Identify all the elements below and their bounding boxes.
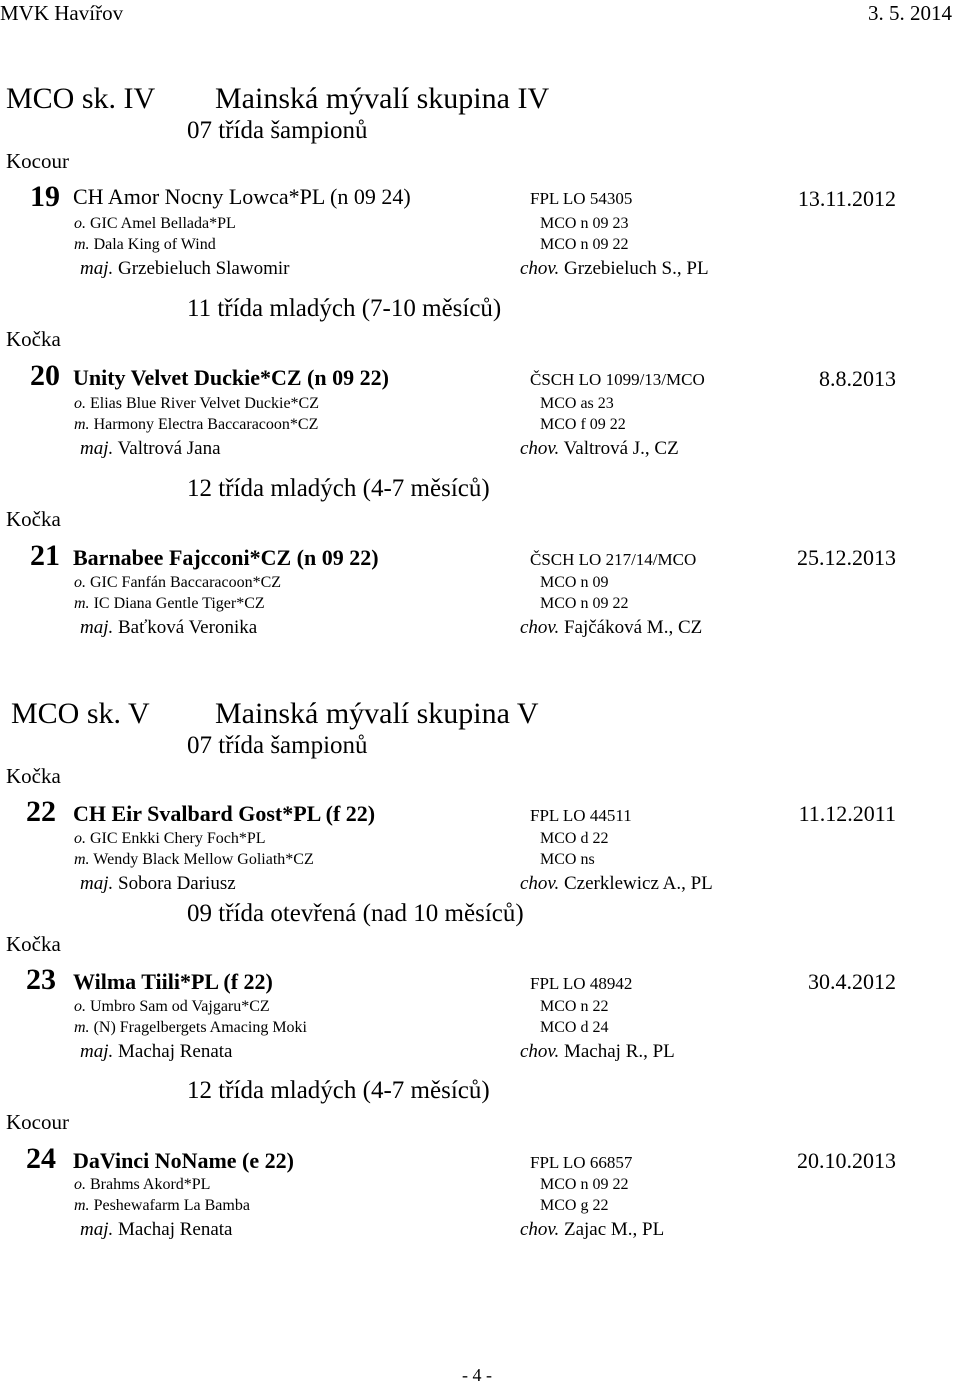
father-line: o. Brahms Akord*PL <box>74 1176 211 1193</box>
registration: FPL LO 54305 <box>530 189 633 208</box>
sex-label: Kočka <box>6 764 61 788</box>
breeder-line: chov. Czerklewicz A., PL <box>520 873 713 894</box>
section-code: MCO sk. IV <box>6 82 156 115</box>
mother-line: m. IC Diana Gentle Tiger*CZ <box>74 595 265 612</box>
birth-date: 20.10.2013 <box>797 1148 896 1173</box>
class-heading: 12 třída mladých (4-7 měsíců) <box>187 475 490 502</box>
cat-name: CH Amor Nocny Lowca*PL (n 09 24) <box>73 184 411 209</box>
father-color: MCO as 23 <box>540 395 614 412</box>
cat-name: DaVinci NoName (e 22) <box>73 1148 294 1173</box>
sex-label: Kocour <box>6 149 69 173</box>
mother-line: m. (N) Fragelbergets Amacing Moki <box>74 1019 307 1036</box>
owner-line: maj. Machaj Renata <box>80 1219 233 1240</box>
mother-line: m. Wendy Black Mellow Goliath*CZ <box>74 851 314 868</box>
event-date: 3. 5. 2014 <box>868 1 952 25</box>
page-number: - 4 - <box>462 1365 492 1385</box>
father-color: MCO n 09 <box>540 574 609 591</box>
father-line: o. Umbro Sam od Vajgaru*CZ <box>74 998 270 1015</box>
section-title: Mainská mývalí skupina IV <box>215 82 550 115</box>
owner-line: maj. Valtrová Jana <box>80 438 221 459</box>
cat-name: Barnabee Fajcconi*CZ (n 09 22) <box>73 545 379 570</box>
father-line: o. GIC Enkki Chery Foch*PL <box>74 830 266 847</box>
class-heading: 07 třída šampionů <box>187 117 368 144</box>
birth-date: 25.12.2013 <box>797 545 896 570</box>
entry-number: 22 <box>26 795 56 828</box>
registration: FPL LO 48942 <box>530 974 633 993</box>
owner-line: maj. Grzebieluch Slawomir <box>80 258 290 279</box>
sex-label: Kočka <box>6 507 61 531</box>
father-color: MCO n 09 23 <box>540 215 629 232</box>
class-heading: 07 třída šampionů <box>187 732 368 759</box>
mother-color: MCO d 24 <box>540 1019 609 1036</box>
father-color: MCO n 09 22 <box>540 1176 629 1193</box>
breeder-line: chov. Fajčáková M., CZ <box>520 617 703 638</box>
mother-color: MCO f 09 22 <box>540 416 626 433</box>
entry-number: 24 <box>26 1142 56 1175</box>
class-heading: 11 třída mladých (7-10 měsíců) <box>187 295 502 322</box>
mother-color: MCO g 22 <box>540 1197 609 1214</box>
registration: FPL LO 44511 <box>530 806 632 825</box>
event-title: MVK Havířov <box>0 1 124 25</box>
birth-date: 8.8.2013 <box>819 366 896 391</box>
birth-date: 13.11.2012 <box>797 186 896 211</box>
father-line: o. GIC Fanfán Baccaracoon*CZ <box>74 574 282 591</box>
class-heading: 09 třída otevřená (nad 10 měsíců) <box>187 900 524 927</box>
class-heading: 12 třída mladých (4-7 měsíců) <box>187 1077 490 1104</box>
sex-label: Kocour <box>6 1110 69 1134</box>
birth-date: 11.12.2011 <box>798 801 896 826</box>
owner-line: maj. Machaj Renata <box>80 1041 233 1062</box>
entry-number: 20 <box>30 359 60 392</box>
breeder-line: chov. Grzebieluch S., PL <box>520 258 709 279</box>
sex-label: Kočka <box>6 327 61 351</box>
cat-name: Wilma Tiili*PL (f 22) <box>73 969 273 994</box>
cat-name: CH Eir Svalbard Gost*PL (f 22) <box>73 801 376 826</box>
registration: ČSCH LO 1099/13/MCO <box>530 370 705 389</box>
section-code: MCO sk. V <box>11 697 150 730</box>
mother-line: m. Dala King of Wind <box>74 236 216 253</box>
birth-date: 30.4.2012 <box>808 969 896 994</box>
father-color: MCO n 22 <box>540 998 609 1015</box>
owner-line: maj. Sobora Dariusz <box>80 873 236 894</box>
entry-number: 23 <box>26 963 56 996</box>
cat-name: Unity Velvet Duckie*CZ (n 09 22) <box>73 365 389 390</box>
breeder-line: chov. Machaj R., PL <box>520 1041 675 1062</box>
entry-number: 21 <box>30 539 60 572</box>
section-title: Mainská mývalí skupina V <box>215 697 539 730</box>
father-line: o. Elias Blue River Velvet Duckie*CZ <box>74 395 319 412</box>
breeder-line: chov. Valtrová J., CZ <box>520 438 679 459</box>
mother-color: MCO n 09 22 <box>540 595 629 612</box>
entry-number: 19 <box>30 180 60 213</box>
sex-label: Kočka <box>6 932 61 956</box>
mother-line: m. Peshewafarm La Bamba <box>74 1197 250 1214</box>
father-line: o. GIC Amel Bellada*PL <box>74 215 236 232</box>
breeder-line: chov. Zajac M., PL <box>520 1219 665 1240</box>
registration: ČSCH LO 217/14/MCO <box>530 550 697 569</box>
mother-color: MCO ns <box>540 851 595 868</box>
mother-line: m. Harmony Electra Baccaracoon*CZ <box>74 416 319 433</box>
owner-line: maj. Baťková Veronika <box>80 617 258 638</box>
mother-color: MCO n 09 22 <box>540 236 629 253</box>
registration: FPL LO 66857 <box>530 1153 633 1172</box>
father-color: MCO d 22 <box>540 830 609 847</box>
